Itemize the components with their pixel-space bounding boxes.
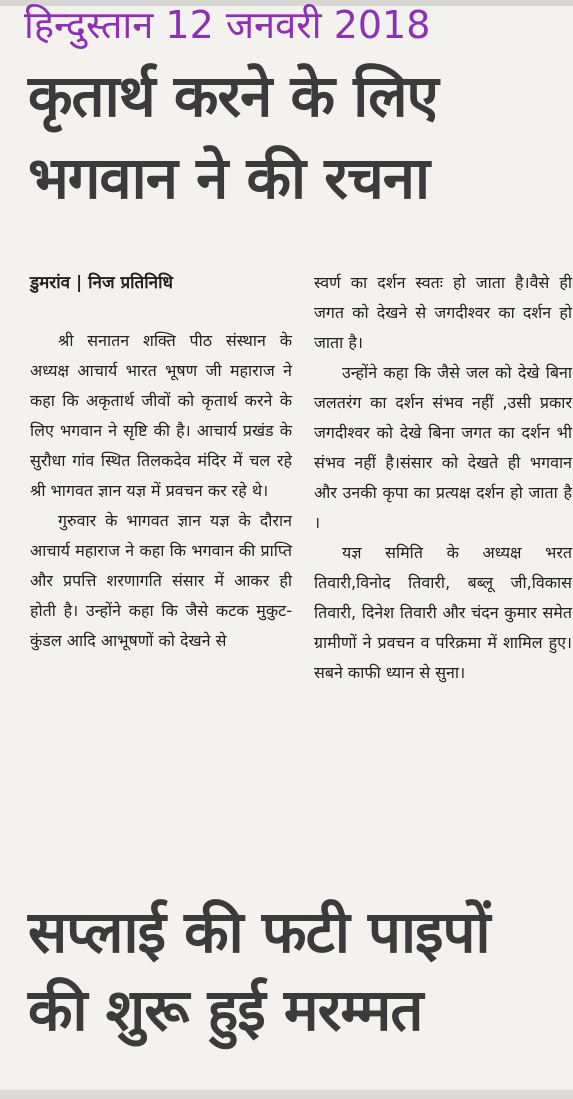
article-dateline: डुमरांव | निज प्रतिनिधि <box>30 273 173 293</box>
second-headline-line-2: की शुरू हुई मरम्मत <box>28 976 423 1044</box>
article-paragraph: स्वर्ण का दर्शन स्वतः हो जाता है।वैसे ही जगत को देखने से जगदीश्वर का दर्शन हो जाता है। <box>314 273 572 352</box>
newspaper-source-date: हिन्दुस्तान 12 जनवरी 2018 <box>24 3 431 47</box>
headline-line-1: कृतार्थ करने के लिए <box>28 62 438 130</box>
article-paragraph: श्री सनातन शक्ति पीठ संस्थान के अध्यक्ष आचार्य भारत भूषण जी महाराज ने कहा कि अकृतार्थ जीवों को कृतार्थ करने के लिए भगवान ने सृष्टि की है। आचार्य प्रखंड के सुरौधा गांव स्थित तिलकदेव मंदिर में चल रहे श्री भागवत ज्ञान यज्ञ में प्रवचन कर रहे थे। <box>30 331 292 500</box>
second-headline-line-1: सप्लाई की फटी पाइपों <box>28 898 490 966</box>
article-paragraph: यज्ञ समिति के अध्यक्ष भरत तिवारी,विनोद तिवारी, बब्लू जी,विकास तिवारी, दिनेश तिवारी और चंदन कुमार समेत ग्रामीणों ने प्रवचन व परिक्रमा में शामिल हुए। सबने काफी ध्यान से सुना। <box>314 543 572 682</box>
headline-line-2: भगवान ने की रचना <box>28 144 429 212</box>
article-paragraph: गुरुवार के भागवत ज्ञान यज्ञ के दौरान आचार्य महाराज ने कहा कि भगवान की प्राप्ति और प्रपत्ति शरणागति संसार में आकर ही होती है। उन्होंने कहा कि जैसे कटक मुकुट-कुंडल आदि आभूषणों को देखने से <box>30 511 292 650</box>
article-column-left <box>30 268 292 656</box>
next-article-edge <box>0 1090 573 1099</box>
article-paragraph: उन्होंने कहा कि जैसे जल को देखे बिना जलतरंग का दर्शन संभव नहीं ,उसी प्रकार जगदीश्वर को देखे बिना जगत का दर्शन भी संभव नहीं है।संसार को देखते ही भगवान और उनकी कृपा का प्रत्यक्ष दर्शन हो जाता है । <box>314 363 572 532</box>
article-column-right <box>314 268 572 688</box>
